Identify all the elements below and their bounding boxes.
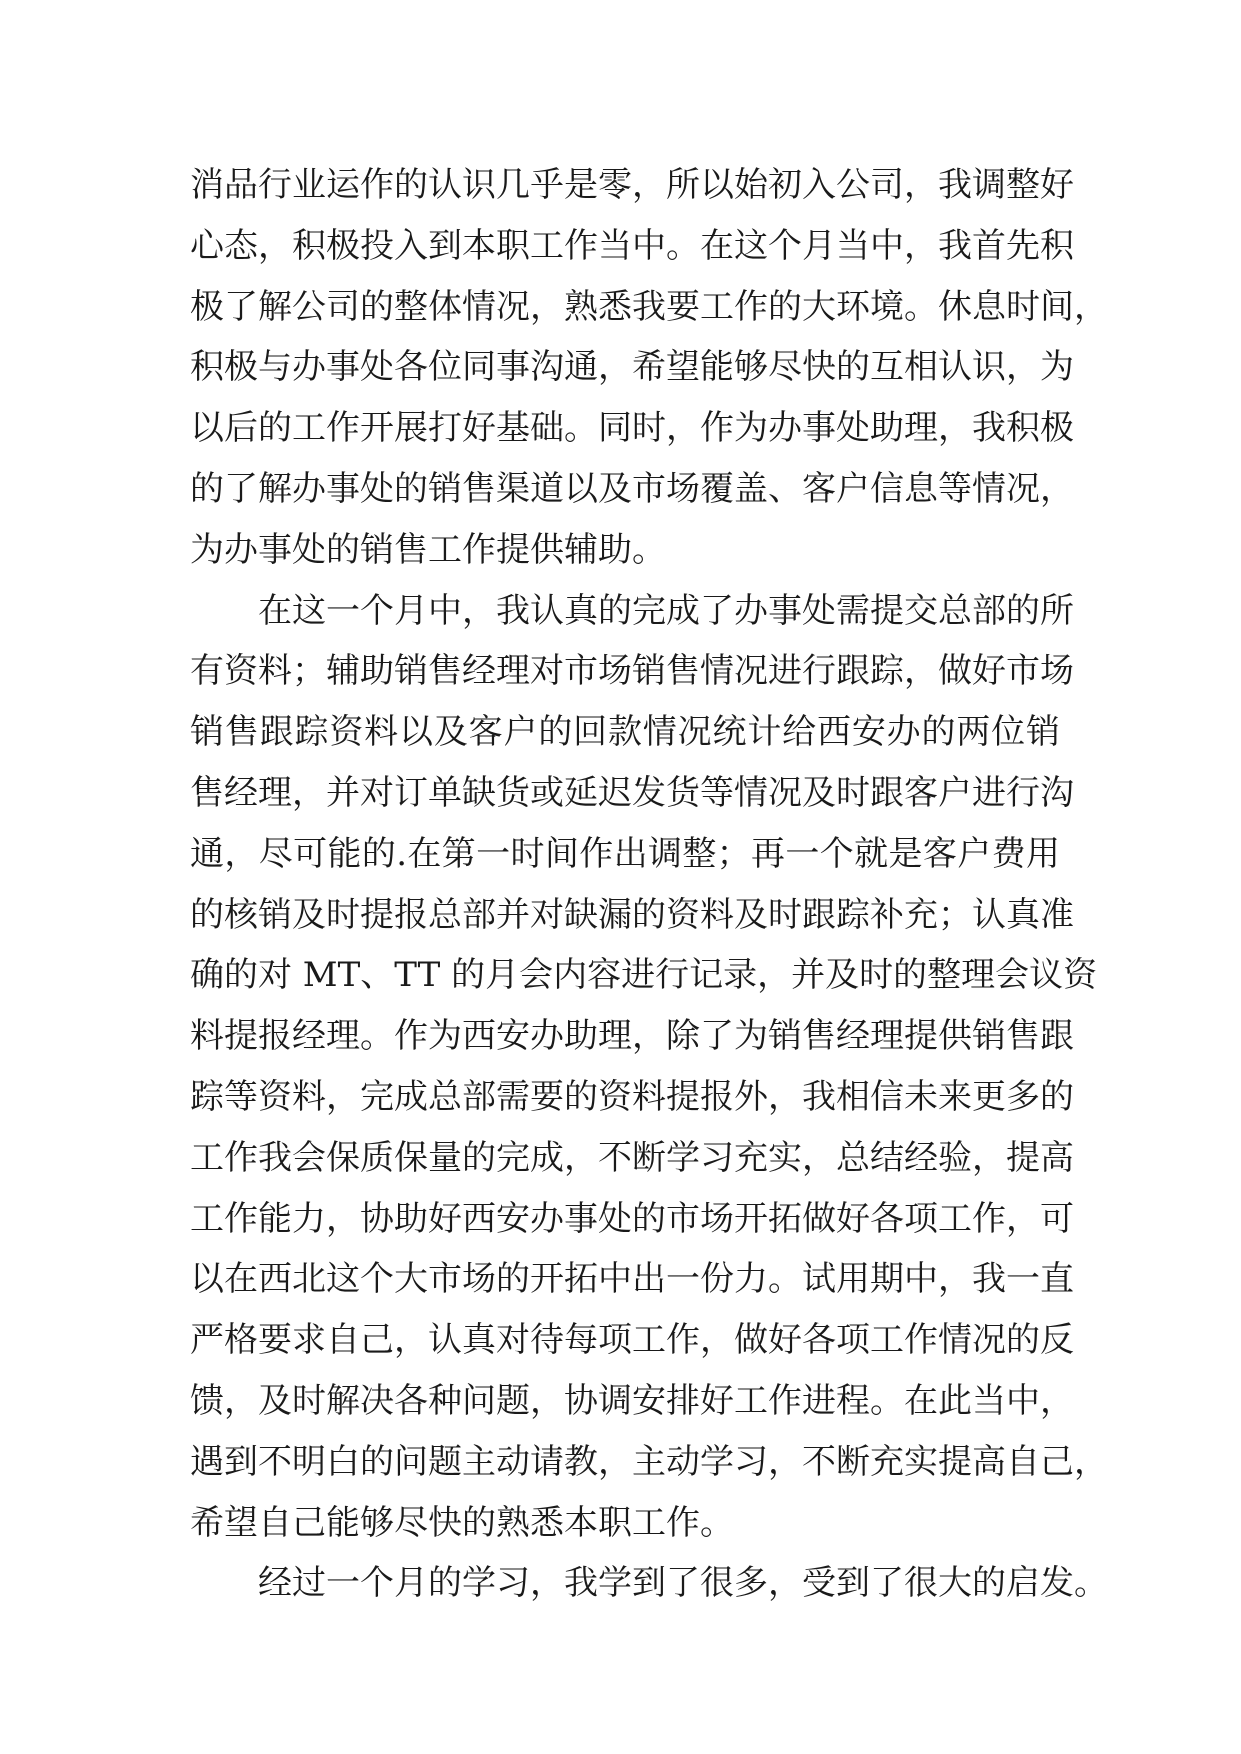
text-line: 极了解公司的整体情况，熟悉我要工作的大环境。休息时间， <box>190 286 1108 327</box>
text-line: 确的对 MT、TT 的月会内容进行记录，并及时的整理会议资 <box>190 955 1098 996</box>
text-line: 销售跟踪资料以及客户的回款情况统计给西安办的两位销 <box>190 712 1060 753</box>
document-body <box>190 155 1108 1614</box>
text-line: 的核销及时提报总部并对缺漏的资料及时跟踪补充；认真准 <box>190 894 1074 935</box>
text-line: 经过一个月的学习，我学到了很多，受到了很大的启发。 <box>258 1563 1108 1604</box>
text-line: 工作我会保质保量的完成，不断学习充实，总结经验，提高 <box>190 1137 1074 1178</box>
text-line: 在这一个月中，我认真的完成了办事处需提交总部的所 <box>258 590 1074 631</box>
text-line: 以后的工作开展打好基础。同时，作为办事处助理，我积极 <box>190 408 1074 449</box>
text-line: 心态，积极投入到本职工作当中。在这个月当中，我首先积 <box>190 225 1074 266</box>
text-line: 为办事处的销售工作提供辅助。 <box>190 529 666 570</box>
text-line: 积极与办事处各位同事沟通，希望能够尽快的互相认识，为 <box>190 347 1074 388</box>
text-line: 踪等资料，完成总部需要的资料提报外，我相信未来更多的 <box>190 1076 1074 1117</box>
text-line: 严格要求自己，认真对待每项工作，做好各项工作情况的反 <box>190 1320 1074 1361</box>
text-line: 希望自己能够尽快的熟悉本职工作。 <box>190 1502 734 1543</box>
text-line: 售经理，并对订单缺货或延迟发货等情况及时跟客户进行沟 <box>190 772 1074 813</box>
text-line: 通，尽可能的.在第一时间作出调整；再一个就是客户费用 <box>190 833 1060 874</box>
text-line: 有资料；辅助销售经理对市场销售情况进行跟踪，做好市场 <box>190 651 1074 692</box>
text-line: 遇到不明白的问题主动请教，主动学习，不断充实提高自己， <box>190 1441 1108 1482</box>
text-line: 的了解办事处的销售渠道以及市场覆盖、客户信息等情况， <box>190 468 1074 509</box>
text-line: 馈，及时解决各种问题，协调安排好工作进程。在此当中， <box>190 1380 1074 1421</box>
text-line: 工作能力，协助好西安办事处的市场开拓做好各项工作，可 <box>190 1198 1074 1239</box>
text-line: 以在西北这个大市场的开拓中出一份力。试用期中，我一直 <box>190 1259 1074 1300</box>
text-line: 料提报经理。作为西安办助理，除了为销售经理提供销售跟 <box>190 1016 1074 1057</box>
text-line: 消品行业运作的认识几乎是零，所以始初入公司，我调整好 <box>190 165 1074 205</box>
